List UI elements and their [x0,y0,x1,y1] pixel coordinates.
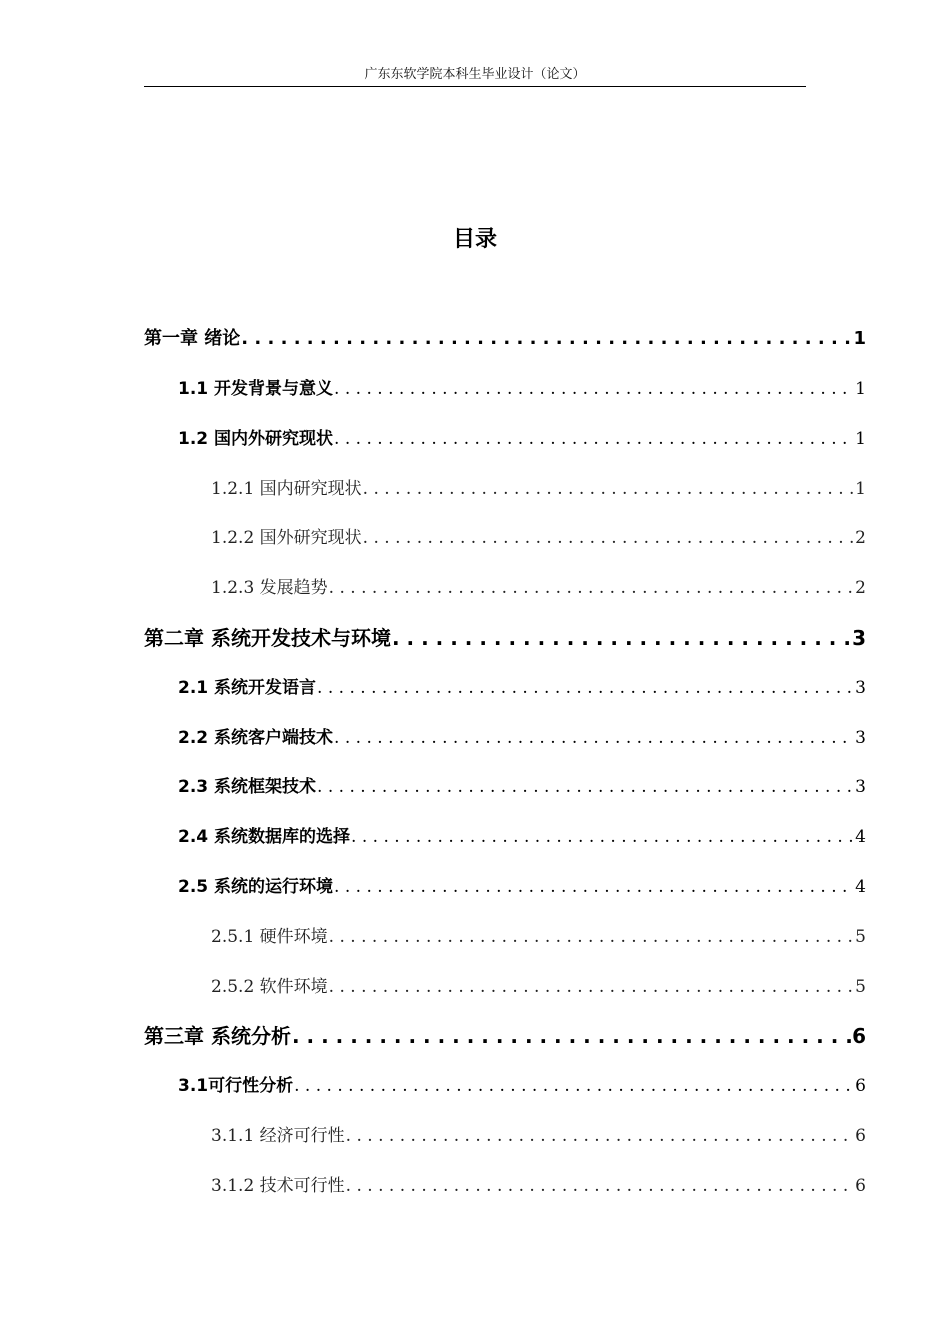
toc-entry-label: 1.2.3 发展趋势 [211,578,328,598]
toc-entry-page: 3 [852,626,866,650]
toc-entry-page: 4 [855,877,866,897]
toc-entry-3-1[interactable] [178,1074,866,1098]
toc-leader-dots [351,825,854,849]
toc-leader-dots [334,377,854,401]
toc-entry-page: 6 [852,1024,866,1048]
toc-leader-dots [346,1124,855,1148]
toc-entry-label: 3.1可行性分析 [178,1076,294,1096]
toc-leader-dots [329,925,855,949]
toc-entry-chapter-2[interactable] [144,625,866,651]
toc-entry-chapter-3[interactable] [144,1023,866,1049]
toc-entry-3-1-2[interactable] [211,1174,866,1198]
toc-title: 目录 [452,227,497,252]
toc-leader-dots [346,1174,855,1198]
toc-entry-2-3[interactable] [178,775,866,799]
toc-leader-dots [317,775,854,799]
page-header: 广东东软学院本科生毕业设计（论文） [144,66,806,87]
toc-entry-label: 2.5 系统的运行环境 [178,877,334,897]
toc-leader-dots [392,625,851,651]
toc-entry-label: 1.1 开发背景与意义 [178,379,334,399]
toc-entry-label: 1.2 国内外研究现状 [178,429,334,449]
toc-entry-3-1-1[interactable] [211,1124,866,1148]
toc-entry-page: 1 [855,379,866,399]
toc-leader-dots [363,526,855,550]
toc-entry-page: 2 [855,528,866,548]
toc-entry-label: 第一章 绪论 [144,328,241,349]
toc-entry-label: 2.4 系统数据库的选择 [178,827,351,847]
toc-entry-1-2[interactable] [178,427,866,451]
toc-entry-page: 1 [855,429,866,449]
toc-entry-1-2-2[interactable] [211,526,866,550]
toc-entry-2-4[interactable] [178,825,866,849]
toc-leader-dots [329,576,855,600]
toc-leader-dots [334,875,854,899]
toc-entry-page: 1 [855,479,866,499]
toc-entry-page: 2 [855,578,866,598]
toc-entry-page: 3 [855,728,866,748]
toc-entry-label: 1.2.1 国内研究现状 [211,479,362,499]
toc-entry-label: 2.1 系统开发语言 [178,678,317,698]
toc-entry-label: 2.3 系统框架技术 [178,777,317,797]
toc-leader-dots [317,676,854,700]
toc-entry-1-2-3[interactable] [211,576,866,600]
toc-entry-page: 3 [855,678,866,698]
toc-entry-2-2[interactable] [178,726,866,750]
toc-leader-dots [329,975,855,999]
toc-entry-page: 4 [855,827,866,847]
toc-entry-2-5-2[interactable] [211,975,866,999]
toc-entry-label: 2.5.2 软件环境 [211,977,328,997]
toc-leader-dots [292,1023,851,1049]
toc-entry-label: 第三章 系统分析 [144,1024,291,1048]
toc-entry-label: 2.5.1 硬件环境 [211,927,328,947]
toc-entry-page: 6 [855,1126,866,1146]
toc-entry-page: 1 [853,328,866,349]
toc-leader-dots [294,1074,854,1098]
toc-entry-page: 5 [855,927,866,947]
toc-entry-page: 5 [855,977,866,997]
toc-entry-label: 第二章 系统开发技术与环境 [144,626,391,650]
toc-entry-page: 3 [855,777,866,797]
toc-entry-label: 2.2 系统客户端技术 [178,728,334,748]
toc-leader-dots [363,477,855,501]
toc-entry-label: 1.2.2 国外研究现状 [211,528,362,548]
toc-entry-chapter-1[interactable] [144,326,866,352]
toc-entry-page: 6 [855,1076,866,1096]
toc-entry-label: 3.1.1 经济可行性 [211,1126,345,1146]
toc-entry-page: 6 [855,1176,866,1196]
toc-leader-dots [334,726,854,750]
toc-entry-2-5-1[interactable] [211,925,866,949]
toc-leader-dots [241,326,852,352]
toc-entry-2-5[interactable] [178,875,866,899]
toc-entry-1-2-1[interactable] [211,477,866,501]
toc-entry-label: 3.1.2 技术可行性 [211,1176,345,1196]
toc-entry-2-1[interactable] [178,676,866,700]
toc-entry-1-1[interactable] [178,377,866,401]
toc-leader-dots [334,427,854,451]
